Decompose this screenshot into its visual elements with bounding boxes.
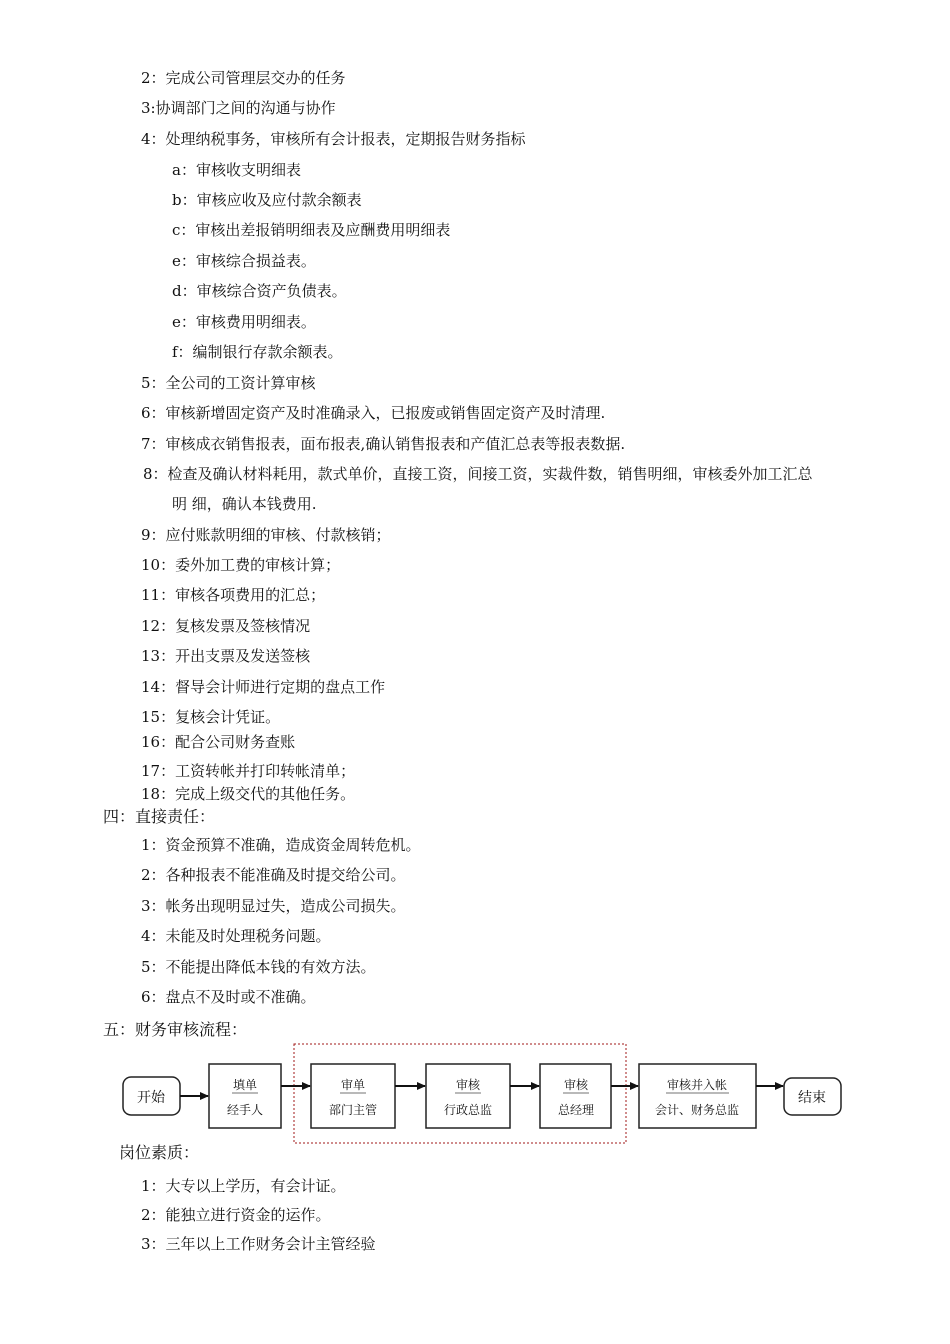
duty-item-3: 3:协调部门之间的沟通与协作 — [141, 99, 336, 117]
qualification-item-2: 2：能独立进行资金的运作。 — [141, 1206, 331, 1224]
duty-item-18: 18：完成上级交代的其他任务。 — [141, 785, 356, 803]
flow-step-role: 行政总监 — [443, 1103, 493, 1117]
duty-item-6: 6：审核新增固定资产及时准确录入，已报废或销售固定资产及时清理. — [141, 404, 606, 422]
duty-subitem-b: b：审核应收及应付款余额表 — [172, 191, 362, 209]
flow-end-label: 结束 — [798, 1090, 826, 1106]
duty-subitem-e2: e：审核费用明细表。 — [172, 313, 316, 331]
flow-step-role: 经手人 — [226, 1103, 264, 1117]
duty-item-10: 10：委外加工费的审核计算； — [141, 556, 341, 574]
duty-subitem-f: f：编制银行存款余额表。 — [172, 343, 343, 361]
flow-step-admin-review — [426, 1064, 510, 1128]
flow-step-role: 部门主管 — [328, 1103, 378, 1117]
liability-item-6: 6：盘点不及时或不准确。 — [141, 988, 316, 1006]
duty-item-11: 11：审核各项费用的汇总； — [141, 586, 326, 604]
flow-step-role: 总经理 — [557, 1103, 595, 1117]
duty-item-8: 8：检查及确认材料耗用，款式单价，直接工资，间接工资，实裁件数，销售明细，审核委外加工汇总 — [143, 465, 813, 483]
liability-item-5: 5：不能提出降低本钱的有效方法。 — [141, 958, 376, 976]
flow-step-title: 审核 — [455, 1078, 481, 1092]
duty-item-13: 13：开出支票及发送签核 — [141, 647, 311, 665]
flow-step-gm-review — [540, 1064, 611, 1128]
duty-subitem-c: c：审核出差报销明细表及应酬费用明细表 — [172, 221, 451, 239]
flow-step-title: 审核 — [563, 1078, 589, 1092]
qualification-heading: 岗位素质： — [119, 1143, 200, 1162]
flow-step-title: 审单 — [340, 1078, 366, 1092]
qualification-item-3: 3：三年以上工作财务会计主管经验 — [141, 1235, 376, 1253]
liability-item-2: 2：各种报表不能准确及时提交给公司。 — [141, 866, 406, 884]
liability-item-3: 3：帐务出现明显过失，造成公司损失。 — [141, 897, 406, 915]
section-4-heading: 四：直接责任： — [103, 807, 216, 826]
flow-step-fill-form — [209, 1064, 281, 1128]
duty-item-14: 14：督导会计师进行定期的盘点工作 — [141, 678, 386, 696]
qualification-item-1: 1：大专以上学历，有会计证。 — [141, 1177, 346, 1195]
flow-start-node — [123, 1077, 180, 1115]
duty-subitem-e1: e：审核综合损益表。 — [172, 252, 316, 270]
duty-item-2: 2：完成公司管理层交办的任务 — [141, 69, 346, 87]
duty-item-17: 17：工资转帐并打印转帐清单； — [141, 762, 356, 780]
flow-step-role: 会计、财务总监 — [654, 1103, 740, 1117]
duty-item-15: 15：复核会计凭证。 — [141, 708, 281, 726]
duty-item-8-cont: 明 细，确认本钱费用. — [172, 495, 317, 513]
flow-end-node — [784, 1078, 841, 1115]
liability-item-1: 1：资金预算不准确，造成资金周转危机。 — [141, 836, 421, 854]
duty-item-5: 5：全公司的工资计算审核 — [141, 374, 316, 392]
flow-step-dept-review — [311, 1064, 395, 1128]
duty-subitem-d: d：审核综合资产负债表。 — [172, 282, 347, 300]
flow-step-title: 填单 — [232, 1078, 258, 1092]
duty-item-9: 9：应付账款明细的审核、付款核销； — [141, 526, 391, 544]
duty-item-4: 4：处理纳税事务，审核所有会计报表，定期报告财务指标 — [141, 130, 526, 148]
duty-subitem-a: a：审核收支明细表 — [172, 161, 301, 179]
flow-step-post-ledger — [639, 1064, 756, 1128]
flow-step-title: 审核并入帐 — [666, 1078, 728, 1092]
section-5-heading: 五：财务审核流程： — [103, 1020, 248, 1039]
duty-item-7: 7：审核成衣销售报表，面布报表,确认销售报表和产值汇总表等报表数据. — [141, 435, 626, 453]
liability-item-4: 4：未能及时处理税务问题。 — [141, 927, 331, 945]
duty-item-12: 12：复核发票及签核情况 — [141, 617, 311, 635]
flow-start-label: 开始 — [137, 1090, 165, 1106]
duty-item-16: 16：配合公司财务查账 — [141, 733, 296, 751]
